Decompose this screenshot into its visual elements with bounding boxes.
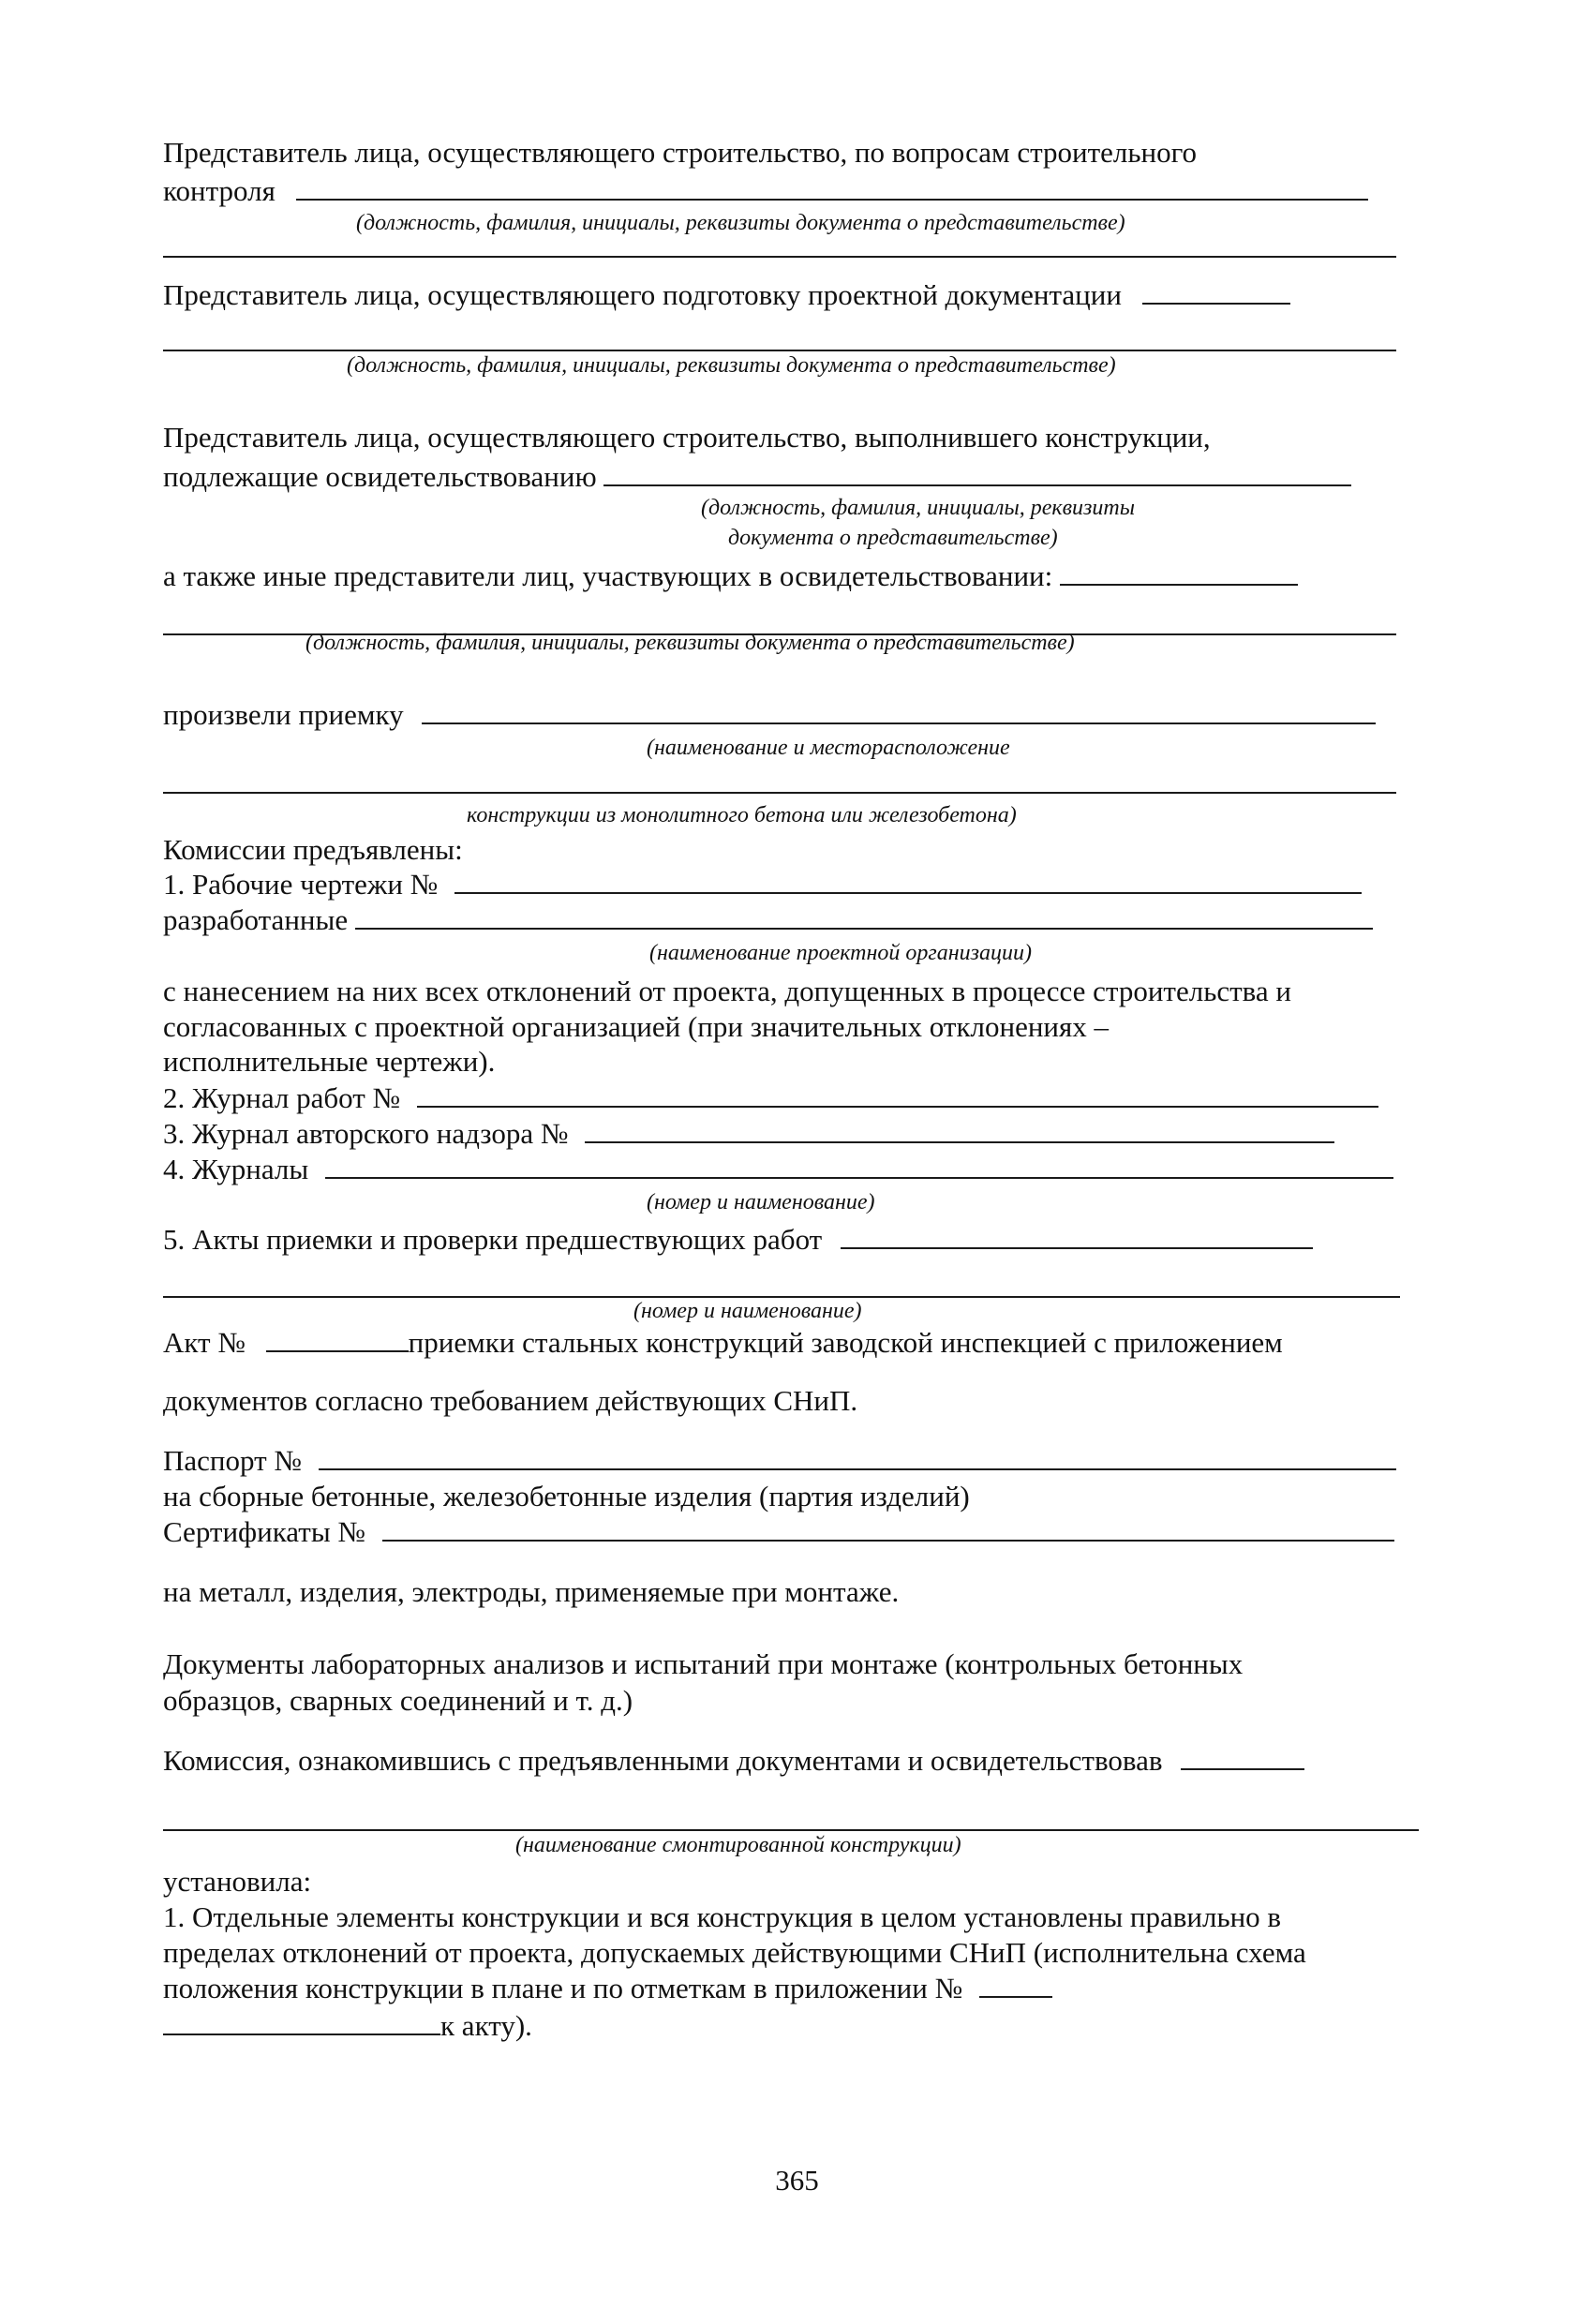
- builder-rep-caption-1: (должность, фамилия, инициалы, реквизиты: [701, 496, 1135, 520]
- builder-rep-field[interactable]: [603, 484, 1351, 486]
- developed-by-field[interactable]: [355, 927, 1373, 930]
- builder-rep-caption-2: документа о представительстве): [728, 526, 1058, 550]
- developed-by-row: [163, 902, 1373, 938]
- acceptance-caption-2: конструкции из монолитного бетона или железобетона): [467, 803, 1017, 827]
- page-number: 365: [775, 2164, 819, 2197]
- construction-control-label: контроля: [163, 174, 276, 207]
- design-rep-field-2[interactable]: [163, 350, 1396, 351]
- finding-1-act-text: к акту).: [440, 2009, 532, 2042]
- prior-acts-label: 5. Акты приемки и проверки предшествующих работ: [163, 1223, 823, 1256]
- steel-act-prefix: Акт №: [163, 1326, 246, 1359]
- finding-1-text-2: пределах отклонений от проекта, допускаемых действующими СНиП (исполнительна схема: [163, 1936, 1306, 1969]
- builder-rep-text-2: [163, 459, 1351, 495]
- passport-description: на сборные бетонные, железобетонные изделия (партия изделий): [163, 1480, 970, 1512]
- passport-row: [163, 1443, 1396, 1479]
- finding-1-text-1: 1. Отдельные элементы конструкции и вся конструкция в целом установлены правильно в: [163, 1900, 1282, 1933]
- certificates-field[interactable]: [382, 1539, 1394, 1542]
- steel-act-text: приемки стальных конструкций заводской инспекцией с приложением: [408, 1326, 1283, 1359]
- established-label: установила:: [163, 1865, 312, 1898]
- certificates-description: на металл, изделия, электроды, применяемые при монтаже.: [163, 1575, 900, 1608]
- construction-control-field[interactable]: [296, 198, 1368, 201]
- finding-1-text-3: [163, 1971, 1052, 2006]
- acceptance-field-2[interactable]: [163, 792, 1396, 794]
- acceptance-field[interactable]: [422, 722, 1376, 724]
- passport-field[interactable]: [319, 1467, 1396, 1470]
- construction-control-field-2[interactable]: [163, 256, 1396, 258]
- lab-documents-text-2: образцов, сварных соединений и т. д.): [163, 1684, 633, 1717]
- certificates-row: [163, 1514, 1394, 1550]
- design-rep-field[interactable]: [1142, 302, 1290, 305]
- appendix-number-field[interactable]: [979, 1995, 1052, 1998]
- other-reps-text: [163, 559, 1298, 594]
- author-supervision-label: 3. Журнал авторского надзора №: [163, 1117, 569, 1150]
- commission-field[interactable]: [1181, 1767, 1304, 1770]
- journals-field[interactable]: [325, 1176, 1393, 1179]
- journals-label: 4. Журналы: [163, 1153, 309, 1185]
- deviation-text-3: исполнительные чертежи).: [163, 1045, 496, 1078]
- mounted-structure-caption: (наименование смонтированной конструкции): [515, 1833, 961, 1857]
- author-supervision-row: [163, 1116, 1334, 1152]
- acceptance-caption-1: (наименование и месторасположение: [647, 736, 1010, 760]
- steel-act-row: [163, 1325, 1283, 1361]
- lab-documents-text-1: Документы лабораторных анализов и испытаний при монтаже (контрольных бетонных: [163, 1647, 1244, 1680]
- other-reps-caption: (должность, фамилия, инициалы, реквизиты документа о представительстве): [305, 631, 1075, 655]
- steel-act-text-2: документов согласно требованием действующих СНиП.: [163, 1384, 858, 1417]
- working-drawings-row: [163, 867, 1362, 902]
- steel-act-number-field[interactable]: [266, 1349, 409, 1352]
- developed-by-label: разработанные: [163, 903, 349, 936]
- construction-control-caption: (должность, фамилия, инициалы, реквизиты документа о представительстве): [356, 211, 1125, 235]
- work-journal-field[interactable]: [417, 1105, 1378, 1108]
- builder-rep-label: подлежащие освидетельствованию: [163, 460, 597, 493]
- act-reference-field[interactable]: [163, 2033, 440, 2035]
- acceptance-label: произвели приемку: [163, 698, 404, 731]
- working-drawings-field[interactable]: [454, 891, 1362, 894]
- builder-rep-text-1: Представитель лица, осуществляющего строительство, выполнившего конструкции,: [163, 421, 1211, 454]
- working-drawings-label: 1. Рабочие чертежи №: [163, 868, 439, 901]
- commission-label: Комиссия, ознакомившись с предъявленными документами и освидетельствовав: [163, 1744, 1163, 1777]
- finding-1-text-4: [163, 2008, 532, 2044]
- certificates-label: Сертификаты №: [163, 1515, 365, 1548]
- design-rep-label: Представитель лица, осуществляющего подготовку проектной документации: [163, 278, 1122, 311]
- design-rep-caption: (должность, фамилия, инициалы, реквизиты документа о представительстве): [347, 353, 1116, 378]
- deviation-text-1: с нанесением на них всех отклонений от проекта, допущенных в процессе строительства и: [163, 975, 1291, 1007]
- work-journal-label: 2. Журнал работ №: [163, 1081, 401, 1114]
- work-journal-row: [163, 1080, 1378, 1116]
- author-supervision-field[interactable]: [585, 1140, 1334, 1143]
- design-rep-text: [163, 277, 1290, 313]
- acceptance-text: [163, 697, 1376, 733]
- commission-text: [163, 1743, 1304, 1779]
- prior-acts-caption: (номер и наименование): [633, 1299, 862, 1323]
- other-reps-field[interactable]: [1060, 583, 1298, 586]
- construction-control-text-1: Представитель лица, осуществляющего строительство, по вопросам строительного: [163, 136, 1198, 169]
- construction-control-text-2: [163, 173, 1368, 209]
- other-reps-label: а также иные представители лиц, участвующих в освидетельствовании:: [163, 559, 1053, 592]
- journals-caption: (номер и наименование): [647, 1190, 875, 1214]
- passport-label: Паспорт №: [163, 1444, 302, 1477]
- prior-acts-field[interactable]: [841, 1246, 1313, 1249]
- journals-row: [163, 1152, 1393, 1187]
- design-org-caption: (наименование проектной организации): [649, 941, 1033, 965]
- finding-1-appendix-label: положения конструкции в плане и по отметкам в приложении №: [163, 1972, 963, 2004]
- deviation-text-2: согласованных с проектной организацией (при значительных отклонениях –: [163, 1010, 1110, 1043]
- commission-field-2[interactable]: [163, 1829, 1419, 1831]
- prior-acts-row: [163, 1222, 1313, 1258]
- documents-intro: Комиссии предъявлены:: [163, 833, 463, 866]
